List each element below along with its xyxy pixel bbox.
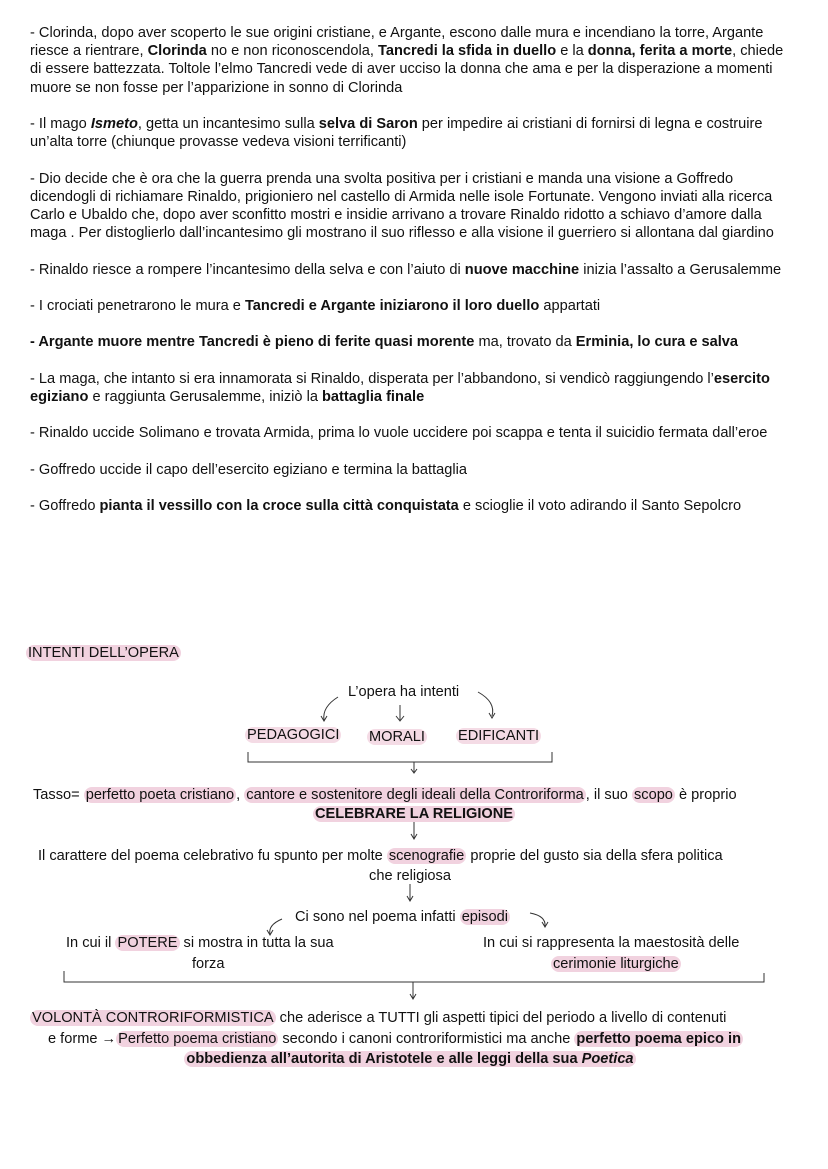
paragraph-goffredo-capo: - Goffredo uccide il capo dell’esercito egiziano e termina la battaglia bbox=[30, 461, 467, 478]
branch-potere-line-1: In cui il POTERE si mostra in tutta la sua bbox=[66, 935, 334, 951]
carattere-line-2: che religiosa bbox=[369, 868, 451, 884]
branch-cerimonie-line-1: In cui si rappresenta la maestosità delle bbox=[483, 935, 740, 951]
arrow-right-curve bbox=[478, 692, 493, 716]
paragraph-ismeto: - Il mago Ismeto, getta un incantesimo sulla selva di Saron per impedire ai cristiani di fornirsi di legna e costruire un’alta torre (chiunque provasse vedeva visioni terrificanti) bbox=[30, 116, 763, 151]
volonta-line-2: e forme → Perfetto poema cristiano secondo i canoni controriformistici ma anche perfetto poema epico in bbox=[48, 1031, 741, 1047]
celebrare-religione: CELEBRARE LA RELIGIONE bbox=[314, 806, 514, 822]
tasso-line: Tasso= perfetto poeta cristiano , cantore e sostenitore degli ideali della Controriforma , il suo scopo è proprio bbox=[33, 787, 737, 803]
paragraph-vessillo: - Goffredo pianta il vessillo con la croce sulla città conquistata e scioglie il voto adirando il Santo Sepolcro bbox=[30, 498, 742, 515]
intent-pedagogici: PEDAGOGICI bbox=[247, 727, 340, 743]
arrow-left-curve bbox=[324, 697, 338, 720]
diagram-intro: L’opera ha intenti bbox=[348, 684, 460, 700]
volonta-line-3: obbedienza all’autorita di Aristotele e alle leggi della sua Poetica bbox=[186, 1051, 634, 1067]
paragraph-clorinda: - Clorinda, dopo aver scoperto le sue origini cristiane, e Argante, escono dalle mura e incendiano la torre, Argante riesce a rientrare, Clorinda no e non riconoscendola, Tancredi la sfida in duello e la donna, ferita a morte, chiede di essere battezzata. Toltole l’elmo Tancredi vede di aver ucciso la donna che ama e per la disperazione a momenti muore se non fosse per l’apparizione in sonno di Clorinda bbox=[30, 25, 784, 96]
paragraph-solimano: - Rinaldo uccide Solimano e trovata Armida, prima lo vuole uccidere poi scappa e tenta il suicidio fermata dall’eroe bbox=[30, 425, 768, 442]
paragraph-maga: - La maga, che intanto si era innamorata si Rinaldo, disperata per l’abbandono, si vendicò raggiungendo l’esercito egiziano e raggiunta Gerusalemme, iniziò la battaglia finale bbox=[30, 370, 770, 405]
paragraph-crociati: - I crociati penetrarono le mura e Tancredi e Argante iniziarono il loro duello appartati bbox=[30, 297, 601, 314]
section-heading: INTENTI DELL’OPERA bbox=[28, 645, 179, 661]
intent-morali: MORALI bbox=[369, 729, 425, 745]
carattere-line-1: Il carattere del poema celebrativo fu spunto per molte scenografie proprie del gusto sia della sfera politica bbox=[38, 848, 723, 864]
intent-edificanti: EDIFICANTI bbox=[458, 728, 540, 744]
paragraph-rinaldo-selva: - Rinaldo riesce a rompere l’incantesimo della selva e con l’aiuto di nuove macchine inizia l’assalto a Gerusalemme bbox=[30, 261, 782, 278]
bracket-intents bbox=[248, 752, 552, 762]
paragraph-goffredo-vision: - Dio decide che è ora che la guerra prenda una svolta positiva per i cristiani e manda una visione a Goffredo dicendogli di richiamare Rinaldo, prigioniero nel castello di Armida nelle isole Fortunate. Vengono inviati alla ricerca Carlo e Ubaldo che, dopo aver sconfitto mostri e insidie arrivano a trovare Rinaldo ridotto a schiavo d’amore dalla maga . Per distoglierlo dall’incantesimo gli mostrano il suo riflesso e alla visione il guerriero si allontana dal giardino bbox=[30, 170, 774, 242]
episodi-line: Ci sono nel poema infatti episodi bbox=[295, 909, 508, 925]
branch-potere-line-2: forza bbox=[192, 956, 225, 972]
branch-cerimonie-line-2: cerimonie liturgiche bbox=[553, 956, 679, 972]
paragraph-argante: - Argante muore mentre Tancredi è pieno di ferite quasi morente ma, trovato da Erminia, lo cura e salva bbox=[30, 334, 739, 351]
volonta-line-1: VOLONTÀ CONTRORIFORMISTICA che aderisce a TUTTI gli aspetti tipici del periodo a livello di contenuti bbox=[32, 1010, 727, 1026]
